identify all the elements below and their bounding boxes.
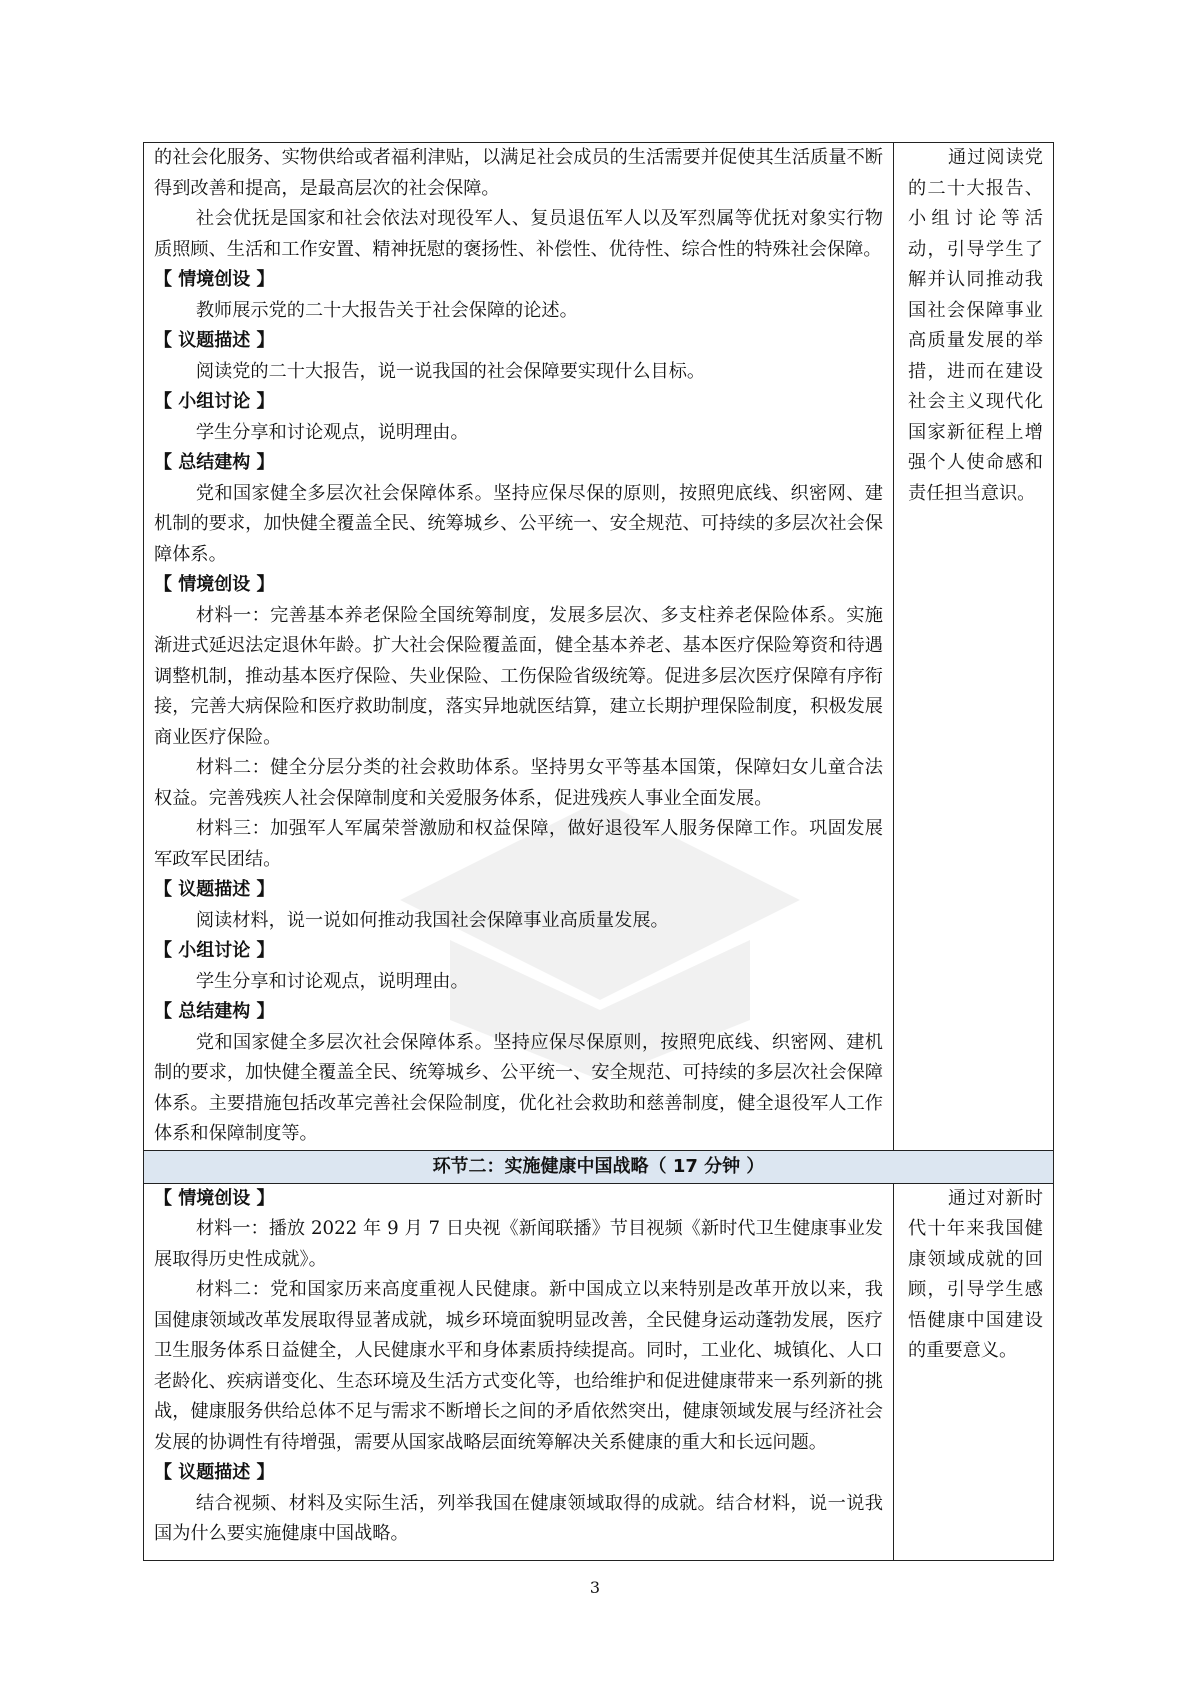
section-heading: 【 情境创设 】 — [154, 1187, 275, 1209]
lesson-plan-table — [143, 142, 1054, 1561]
section2-content — [144, 1184, 893, 1550]
section-heading: 【 总结建构 】 — [154, 452, 275, 473]
section1-content — [144, 143, 893, 1150]
section1-side-note: 通过阅读党的二十大报告、小组讨论等活动，引导学生了解并认同推动我国社会保障事业高质量发展的举措，进而在建设社会主义现代化国家新征程上增强个人使命感和责任担当意识。 — [908, 147, 1043, 504]
body-paragraph: 党和国家健全多层次社会保障体系。坚持应保尽保原则，按照兜底线、织密网、建机制的要求，加快健全覆盖全民、统筹城乡、公平统一、安全规范、可持续的多层次社会保障体系。主要措施包括改革完善社会保险制度，优化社会救助和慈善制度，健全退役军人工作体系和保障制度等。 — [154, 1031, 883, 1144]
section-heading: 【 小组讨论 】 — [154, 940, 275, 961]
section-heading: 【 小组讨论 】 — [154, 391, 275, 412]
body-paragraph: 材料一：完善基本养老保险全国统筹制度，发展多层次、多支柱养老保险体系。实施渐进式延迟法定退休年龄。扩大社会保险覆盖面，健全基本养老、基本医疗保险筹资和待遇调整机制，推动基本医疗保险、失业保险、工伤保险省级统筹。促进多层次医疗保障有序衔接，完善大病保险和医疗救助制度，落实异地就医结算，建立长期护理保险制度，积极发展商业医疗保险。 — [154, 604, 883, 748]
section2-title: 环节二：实施健康中国战略（ 17 分钟 ） — [144, 1150, 1054, 1183]
section-heading: 【 情境创设 】 — [154, 574, 275, 595]
section1-row — [144, 143, 1054, 1151]
section2-row — [144, 1183, 1054, 1560]
body-paragraph: 阅读党的二十大报告，说一说我国的社会保障要实现什么目标。 — [195, 360, 706, 382]
section1-content-cell — [144, 143, 894, 1151]
body-paragraph: 学生分享和讨论观点，说明理由。 — [195, 421, 469, 443]
body-paragraph: 党和国家健全多层次社会保障体系。坚持应保尽保的原则，按照兜底线、织密网、建机制的要求，加快健全覆盖全民、统筹城乡、公平统一、安全规范、可持续的多层次社会保障体系。 — [154, 482, 883, 565]
section-heading: 【 总结建构 】 — [154, 1001, 275, 1022]
section-heading: 【 议题描述 】 — [154, 330, 275, 351]
section-heading: 【 议题描述 】 — [154, 1462, 275, 1483]
body-paragraph: 材料二：健全分层分类的社会救助体系。坚持男女平等基本国策，保障妇女儿童合法权益。完善残疾人社会保障制度和关爱服务体系，促进残疾人事业全面发展。 — [154, 757, 883, 809]
section-heading: 【 情境创设 】 — [154, 269, 275, 290]
body-paragraph: 结合视频、材料及实际生活，列举我国在健康领域取得的成就。结合材料，说一说我国为什么要实施健康中国战略。 — [154, 1492, 883, 1544]
section2-header-row — [144, 1150, 1054, 1183]
body-paragraph: 的社会化服务、实物供给或者福利津贴，以满足社会成员的生活需要并促使其生活质量不断得到改善和提高，是最高层次的社会保障。 — [154, 147, 883, 199]
section2-side-note: 通过对新时代十年来我国健康领域成就的回顾，引导学生感悟健康中国建设的重要意义。 — [908, 1187, 1043, 1361]
section1-design-intent-cell — [894, 143, 1054, 1151]
section2-design-intent-cell — [894, 1183, 1054, 1560]
section2-content-cell — [144, 1183, 894, 1560]
section-heading: 【 议题描述 】 — [154, 879, 275, 900]
body-paragraph: 材料一：播放 2022 年 9 月 7 日央视《新闻联播》节目视频《新时代卫生健康事业发展取得历史性成就》。 — [154, 1218, 883, 1270]
body-paragraph: 材料三：加强军人军属荣誉激励和权益保障，做好退役军人服务保障工作。巩固发展军政军民团结。 — [154, 818, 883, 870]
body-paragraph: 阅读材料，说一说如何推动我国社会保障事业高质量发展。 — [195, 909, 669, 931]
body-paragraph: 学生分享和讨论观点，说明理由。 — [195, 970, 469, 992]
body-paragraph: 材料二：党和国家历来高度重视人民健康。新中国成立以来特别是改革开放以来，我国健康领域改革发展取得显著成就，城乡环境面貌明显改善，全民健身运动蓬勃发展，医疗卫生服务体系日益健全，人民健康水平和身体素质持续提高。同时，工业化、城镇化、人口老龄化、疾病谱变化、生态环境及生活方式变化等，也给维护和促进健康带来一系列新的挑战，健康服务供给总体不足与需求不断增长之间的矛盾依然突出，健康领域发展与经济社会发展的协调性有待增强，需要从国家战略层面统筹解决关系健康的重大和长远问题。 — [154, 1279, 883, 1453]
body-paragraph: 社会优抚是国家和社会依法对现役军人、复员退伍军人以及军烈属等优抚对象实行物质照顾、生活和工作安置、精神抚慰的褒扬性、补偿性、优待性、综合性的特殊社会保障。 — [154, 208, 883, 260]
page-number: 3 — [589, 1578, 601, 1597]
body-paragraph: 教师展示党的二十大报告关于社会保障的论述。 — [195, 299, 578, 321]
